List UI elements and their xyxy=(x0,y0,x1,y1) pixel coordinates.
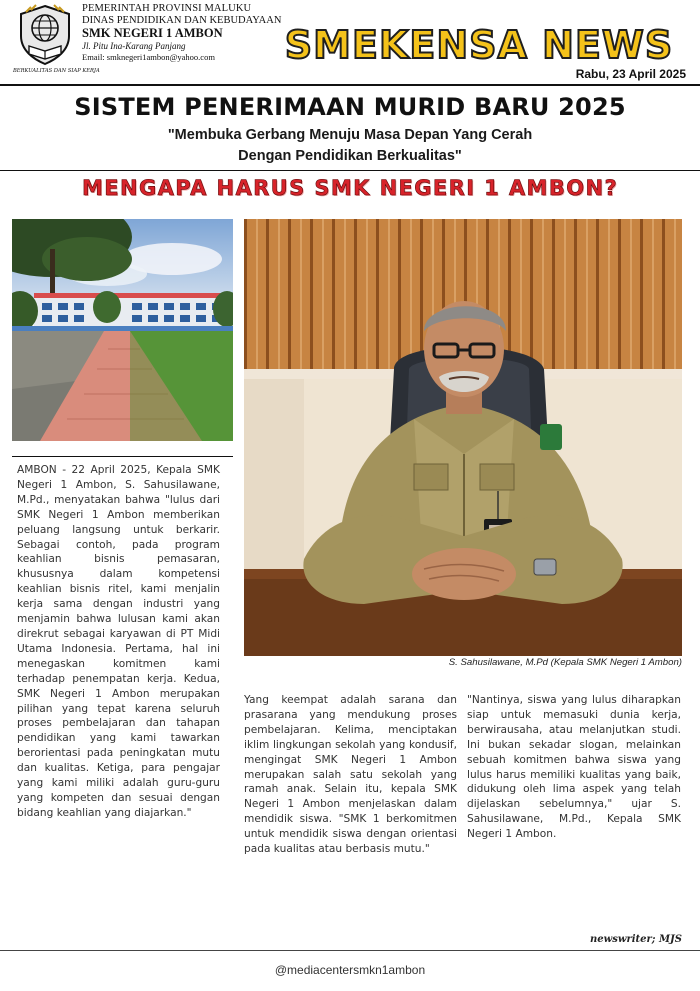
school-address: Jl. Pitu Ina-Karang Panjang xyxy=(82,40,186,51)
institution-block xyxy=(82,4,281,61)
footer-rule xyxy=(0,950,700,951)
headline-rule xyxy=(0,170,700,171)
article-paragraph: AMBON - 22 April 2025, Kepala SMK Negeri 1 Ambon, S. Sahusilawane, M.Pd., menyatakan bahwa "lulus dari SMK Negeri 1 Ambon memberikan peluang langsung untuk berkarir. Sebagai contoh, pada program keahlian bisnis pemasaran, khususnya dalam kompetensi keahlian bisnis ritel, kami menjalin kerja sama dengan industri yang menjamin bahwa lulusan kami akan direkrut sebagai karyawan di PT Midi Utama Indonesia. Pertama, hal ini menegaskan komitmen kami terhadap penempatan kerja. Kedua, SMK Negeri 1 Ambon merupakan pilihan yang tepat karena seluruh proses pembelajaran dan tahapan pendidikan yang kami tawarkan berorientasi pada peningkatan mutu dan kualitas. Ketiga, para pengajar yang kami miliki adalah guru-guru yang kompeten dan sesuai dengan bidang keahlian yang diajarkan." xyxy=(17,464,220,819)
social-handle[interactable]: @mediacentersmkn1ambon xyxy=(274,963,426,977)
institution-line1: PEMERINTAH PROVINSI MALUKU xyxy=(82,3,252,14)
article-paragraph: Yang keempat adalah sarana dan prasarana yang mendukung proses pembelajaran. Kelima, menciptakan iklim lingkungan sekolah yang kondusif, mengingat SMK Negeri 1 Ambon merupakan salah satu sekolah yang ramah anak. Selain itu, kepala SMK Negeri 1 Ambon menjelaskan dalam mendidik siswa. "SMK 1 berkomitmen untuk mendidik siswa dengan orientasi pada kualitas atau berbasis mutu." xyxy=(244,694,457,856)
school-emblem-icon xyxy=(17,4,73,66)
issue-date: Rabu, 23 April 2025 xyxy=(575,67,686,81)
newswriter-credit: newswriter; MJS xyxy=(590,934,682,945)
logo-motto: BERKUALITAS DAN SIAP KERJA xyxy=(13,68,100,74)
photo-caption: S. Sahusilawane, M.Pd (Kepala SMK Negeri 1 Ambon) xyxy=(448,657,682,668)
main-headline: SISTEM PENERIMAAN MURID BARU 2025 xyxy=(74,93,626,121)
masthead-rule xyxy=(0,84,700,86)
article-column-right xyxy=(467,693,681,842)
brand-title: SMEKENSA NEWS xyxy=(284,23,674,67)
institution-line2: DINAS PENDIDIKAN DAN KEBUDAYAAN xyxy=(82,14,282,26)
masthead xyxy=(0,0,700,84)
article-column-middle xyxy=(244,693,457,857)
tagline-line1: "Membuka Gerbang Menuju Masa Depan Yang Cerah xyxy=(167,127,533,143)
school-building-photo xyxy=(12,219,233,441)
section-question: MENGAPA HARUS SMK NEGERI 1 AMBON? xyxy=(81,176,619,200)
school-email: Email: smknegeri1ambon@yahoo.com xyxy=(82,51,215,62)
school-name: SMK NEGERI 1 AMBON xyxy=(82,26,223,40)
photo-divider xyxy=(12,456,233,457)
article-paragraph: "Nantinya, siswa yang lulus diharapkan siap untuk memasuki dunia kerja, berwirausaha, atau melanjutkan studi. Ini bukan sekadar slogan, melainkan sebuah komitmen bahwa siswa yang lulus harus memiliki kualitas yang baik, didukung oleh lima aspek yang telah dijelaskan sebelumnya," ujar S. Sahusilawane, M.Pd., Kepala SMK Negeri 1 Ambon. xyxy=(467,694,681,841)
article-column-left xyxy=(17,463,220,821)
tagline-line2: Dengan Pendidikan Berkualitas" xyxy=(238,148,462,164)
principal-portrait-photo xyxy=(244,219,682,656)
